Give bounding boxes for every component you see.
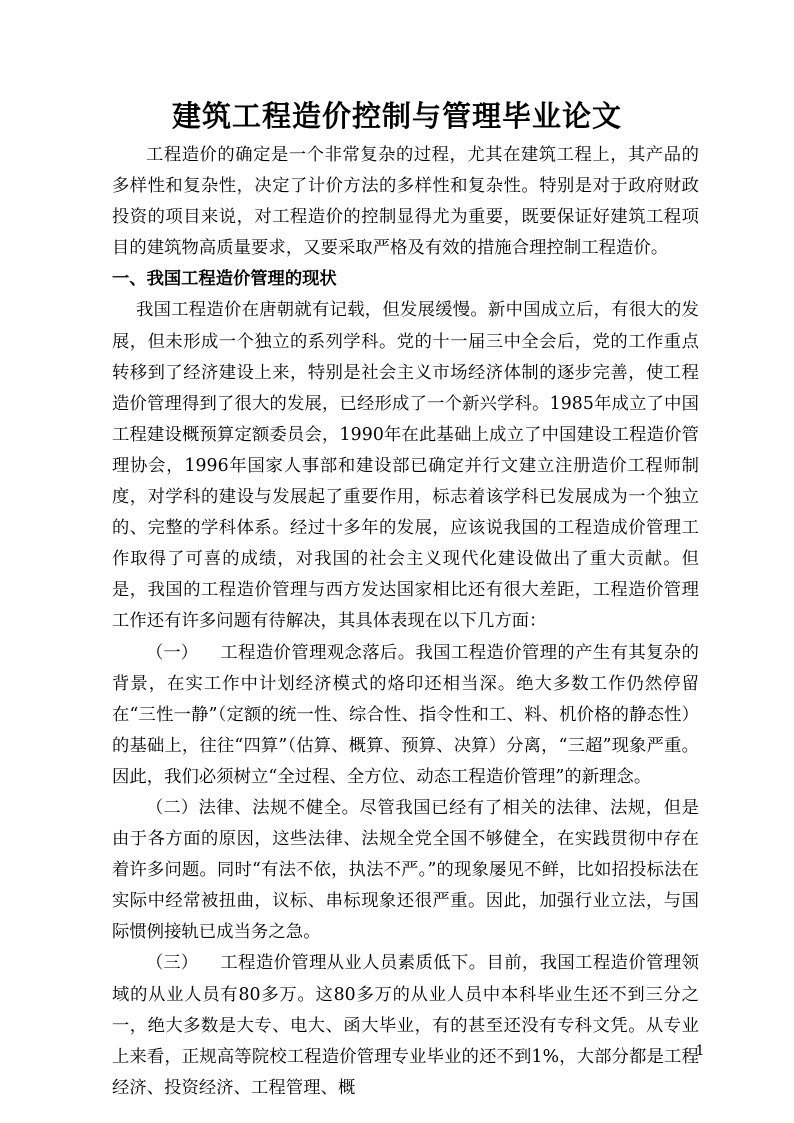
list-item-label: （三） (146, 953, 199, 974)
list-item-text: 工程造价管理从业人员素质低下。目前，我国工程造价管理领域的从业人员有80多万。这80多万的从业人员中本科毕业生还不到三分之一，绝大多数是大专、电大、函大毕业，有的甚至还没有专科文凭。从专业上来看，正规高等院校工程造价管理专业毕业的还不到1%，大部分都是工程经济、投资经济、工程管理、概 (112, 953, 699, 1098)
intro-paragraph: 工程造价的确定是一个非常复杂的过程，尤其在建筑工程上，其产品的多样性和复杂性，决定了计价方法的多样性和复杂性。特别是对于政府财政投资的项目来说，对工程造价的控制显得尤为重要，既要保证好建筑工程项目的建筑物高质量要求，又要采取严格及有效的措施合理控制工程造价。 (112, 145, 699, 259)
section-paragraph: 我国工程造价在唐朝就有记载，但发展缓慢。新中国成立后，有很大的发展，但未形成一个独立的系列学科。党的十一届三中全会后，党的工作重点转移到了经济建设上来，特别是社会主义市场经济体制的逐步完善，使工程造价管理得到了很大的发展，已经形成了一个新兴学科。1985年成立了中国工程建设概预算定额委员会，1990年在此基础上成立了中国建设工程造价管理协会，1996年国家人事部和建设部已确定并行文建立注册造价工程师制度，对学科的建设与发展起了重要作用，标志着该学科已发展成为一个独立的、完整的学科体系。经过十多年的发展，应该说我国的工程造成价管理工作取得了可喜的成绩，对我国的社会主义现代化建设做出了重大贡献。但是，我国的工程造价管理与西方发达国家相比还有很大差距，工程造价管理工作还有许多问题有待解决，其具体表现在以下几方面： (112, 300, 699, 632)
page-number: 1 (695, 1043, 705, 1059)
document-title: 建筑工程造价控制与管理毕业论文 (171, 99, 622, 133)
list-item-label: （二） (146, 797, 199, 818)
list-item-text: 法律、法规不健全。尽管我国已经有了相关的法律、法规，但是由于各方面的原因，这些法律、法规全党全国不够健全，在实践贯彻中存在着许多问题。同时“有法不依，执法不严。”的现象屡见不鲜，比如招投标法在实际中经常被扭曲，议标、串标现象还很严重。因此，加强行业立法，与国际惯例接轨已成当务之急。 (112, 797, 699, 943)
section-heading: 一、我国工程造价管理的现状 (112, 269, 337, 290)
list-item (112, 638, 699, 793)
list-item (112, 948, 699, 1103)
document-body (112, 140, 699, 1104)
list-item-label: （一） (146, 642, 199, 663)
list-item (112, 793, 699, 948)
list-item-text: 工程造价管理观念落后。我国工程造价管理的产生有其复杂的背景，在实工作中计划经济模式的烙印还相当深。绝大多数工作仍然停留在“三性一静”（定额的统一性、综合性、指令性和工、料、机价格的静态性）的基础上，往往“四算”（估算、概算、预算、决算）分离，“三超”现象严重。因此，我们必须树立“全过程、全方位、动态工程造价管理”的新理念。 (112, 642, 699, 787)
